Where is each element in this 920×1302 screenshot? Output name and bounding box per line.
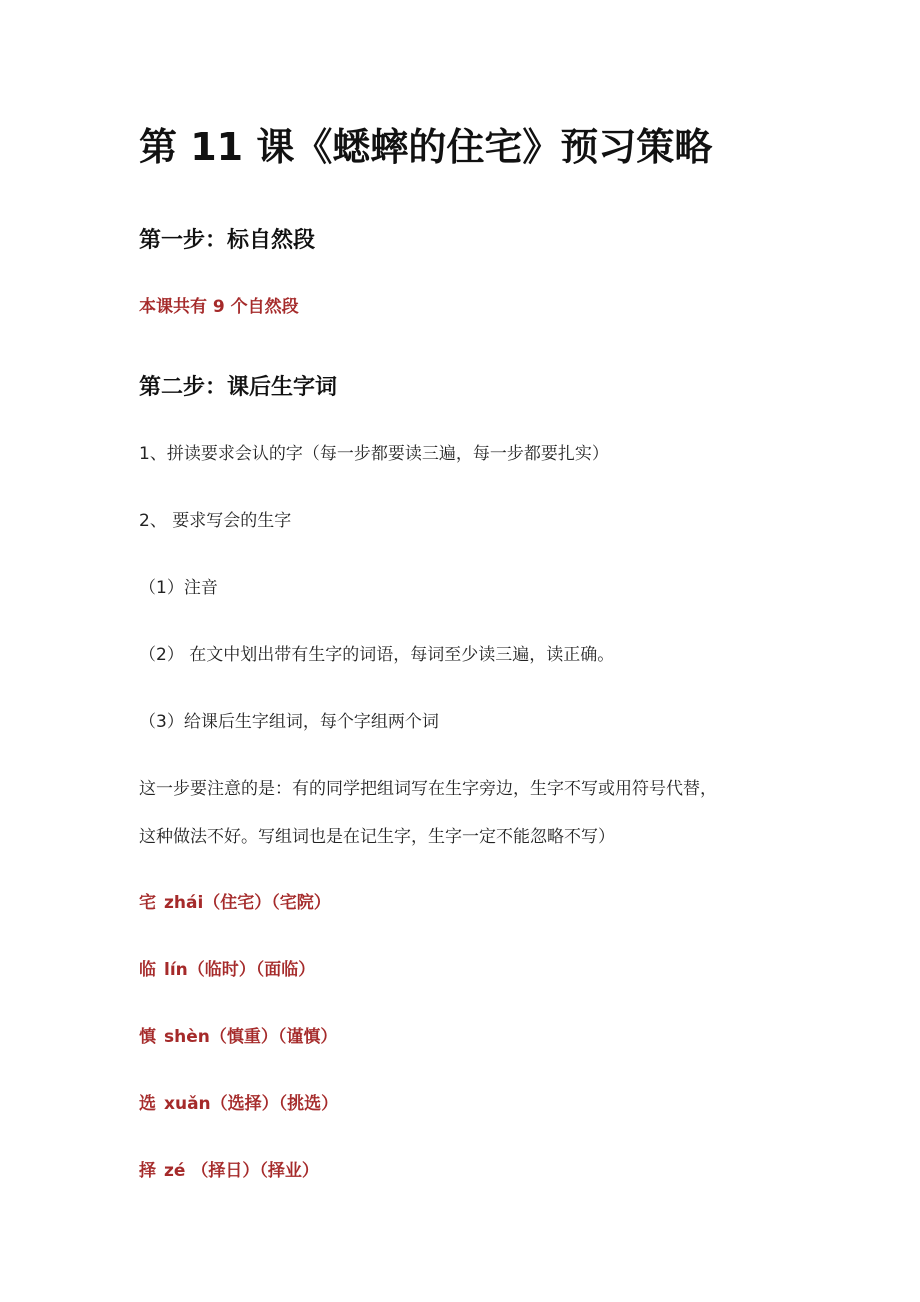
step2-sub-1: （1）注音 bbox=[139, 578, 218, 598]
vocab-words: （慎重）（谨慎） bbox=[209, 1027, 338, 1047]
vocab-char: 慎 bbox=[139, 1027, 156, 1047]
step2-heading: 第二步：课后生字词 bbox=[139, 375, 338, 400]
vocab-pinyin: shèn bbox=[164, 1027, 210, 1047]
vocab-char: 临 bbox=[139, 960, 156, 980]
vocab-words: （选择）（挑选） bbox=[210, 1094, 339, 1114]
vocab-char: 选 bbox=[139, 1094, 156, 1114]
vocab-item bbox=[139, 890, 331, 916]
page-title: 第 11 课《蟋蟀的住宅》预习策略 bbox=[139, 125, 713, 169]
vocab-words: （临时）（面临） bbox=[187, 960, 316, 980]
vocab-pinyin: xuǎn bbox=[164, 1094, 211, 1114]
vocab-char: 宅 bbox=[139, 893, 156, 913]
step2-item-2: 2、 要求写会的生字 bbox=[139, 511, 292, 531]
vocab-item bbox=[139, 957, 315, 983]
vocab-words: （住宅）（宅院） bbox=[203, 893, 331, 913]
step2-sub-2: （2） 在文中划出带有生字的词语，每词至少读三遍，读正确。 bbox=[139, 645, 615, 665]
vocab-pinyin: zhái bbox=[164, 893, 204, 913]
vocab-item bbox=[139, 1091, 338, 1117]
vocab-item bbox=[139, 1158, 319, 1184]
step1-heading: 第一步：标自然段 bbox=[139, 228, 316, 253]
step2-item-1: 1、拼读要求会认的字（每一步都要读三遍，每一步都要扎实） bbox=[139, 444, 609, 464]
vocab-item bbox=[139, 1024, 337, 1050]
vocab-char: 择 bbox=[139, 1161, 156, 1181]
step2-note-line-1: 这一步要注意的是：有的同学把组词写在生字旁边，生字不写或用符号代替， bbox=[139, 779, 717, 799]
vocab-words: （择日）（择业） bbox=[185, 1161, 319, 1181]
step2-note-line-2: 这种做法不好。写组词也是在记生字，生字一定不能忽略不写） bbox=[139, 827, 615, 847]
vocab-pinyin: lín bbox=[164, 960, 188, 980]
step2-sub-3: （3）给课后生字组词，每个字组两个词 bbox=[139, 712, 439, 732]
step1-note: 本课共有 9 个自然段 bbox=[139, 297, 299, 317]
vocab-pinyin: zé bbox=[164, 1161, 186, 1181]
